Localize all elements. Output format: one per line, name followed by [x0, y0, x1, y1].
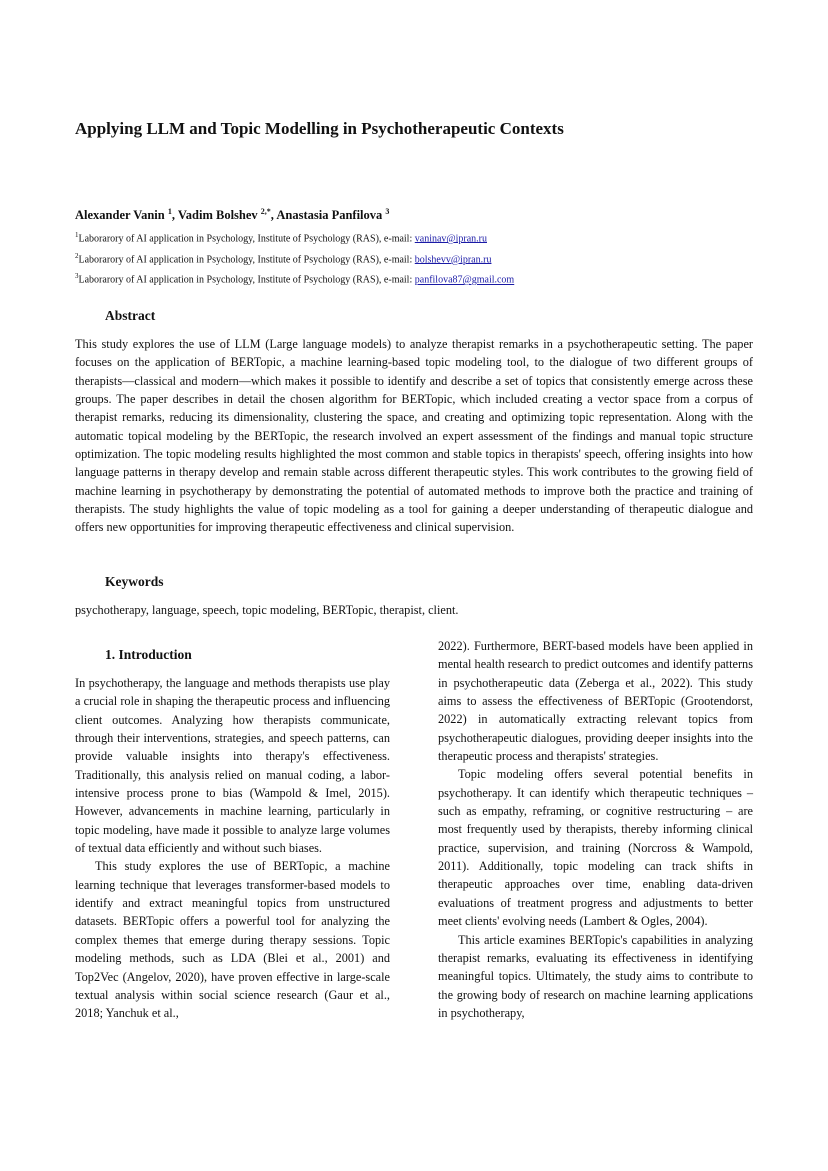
author: Vadim Bolshev $^{2,*}$,	[177, 207, 277, 223]
affiliation: $^2$Laborarory of AI application in Psychology, Institute of Psychology (RAS), e-mail: bolshevv@ipran.ru	[75, 251, 492, 265]
right-column	[438, 637, 753, 1022]
affiliation-list	[75, 227, 775, 289]
paragraph: This article examines BERTopic's capabilities in analyzing therapist remarks, evaluating its effectiveness in identifying meaningful topics. Ultimately, the study aims to contribute to the growing body of research on machine learning applications in psychotherapy,	[438, 932, 753, 1020]
paragraph: In psychotherapy, the language and methods therapists use play a crucial role in shaping the therapeutic process and influencing client outcomes. Analyzing how therapists communicate, through their interventions, strategies, and speech patterns, can provide valuable insights into therapy's effectiveness. Traditionally, this analysis relied on manual coding, a labor-intensive process prone to bias (Wampold & Imel, 2015). However, advancements in machine learning, particularly in topic modeling, have made it possible to analyze large volumes of textual data efficiently and without such biases.	[75, 676, 390, 856]
paragraph: Topic modeling offers several potential benefits in psychotherapy. It can identify which therapeutic techniques – such as empathy, reframing, or cognitive restructuring – are most frequently used by therapists, thereby informing clinical practice, supervision, and training (Norcross & Wampold, 2011). Additionally, topic modeling can track shifts in therapeutic approaches over time, enabling data-driven evaluations of treatment progress and adjustments to better meet clients' evolving needs (Lambert & Ogles, 2004).	[438, 767, 753, 929]
left-column	[75, 674, 390, 1023]
email-link[interactable]: panfilova87@gmail.com	[414, 274, 515, 286]
abstract-text: This study explores the use of LLM (Large language models) to analyze therapist remarks in a psychotherapeutic setting. The paper focuses on the application of BERTopic, a machine learning-based topic modeling tool, to the dialogue of two different groups of therapists—classical and modern—which makes it possible to identify and describe a set of topics that consistently emerge across these groups. The paper describes in detail the chosen algorithm for BERTopic, which included creating a vector space from a corpus of therapist remarks, reducing its dimensionality, clustering the space, and creating and optimizing topic representation. Along with the automatic topical modeling by the BERTopic, the research involved an expert assessment of the findings and manual topic structure optimization. The topic modeling results highlighted the most common and stable topics in therapists' speech, offering insights into how language patterns in therapy develop and remain stable across different therapeutic styles. This work contributes to the growing field of machine learning in psychotherapy by demonstrating the potential of automated methods to improve both the practice and training of therapists. The study highlights the value of topic modeling as a tool for gaining a deeper understanding of therapeutic dialogue and offers new opportunities for improving therapeutic effectiveness and clinical supervision.	[75, 337, 753, 535]
paragraph: 2022). Furthermore, BERT-based models have been applied in mental health research to predict outcomes and identify patterns in psychotherapeutic data (Zeberga et al., 2022). This study aims to assess the effectiveness of BERTopic (Grootendorst, 2022) in automatically extracting relevant topics from psychotherapeutic dialogues, providing deeper insights into the therapeutic process and therapists' strategies.	[438, 639, 753, 764]
introduction-heading: 1. Introduction	[105, 647, 192, 662]
email-link[interactable]: vaninav@ipran.ru	[414, 233, 487, 245]
author: Alexander Vanin $^1$,	[75, 207, 178, 223]
author-list	[75, 204, 765, 223]
paragraph: This study explores the use of BERTopic, a machine learning technique that leverages transformer-based models to identify and extract meaningful topics from unstructured datasets. BERTopic offers a powerful tool for analyzing the complex themes that emerge during therapy sessions. Topic modeling methods, such as LDA (Blei et al., 2001) and Top2Vec (Angelov, 2020), have proven effective in large-scale textual analysis within social science research (Gaur et al., 2018; Yanchuk et al.,	[75, 859, 390, 1021]
affiliation: $^1$Laborarory of AI application in Psychology, Institute of Psychology (RAS), e-mail: vaninav@ipran.ru	[75, 231, 487, 245]
email-link[interactable]: bolshevv@ipran.ru	[414, 253, 492, 265]
keywords-heading: Keywords	[105, 574, 164, 589]
author: Anastasia Panfilova $^3$	[276, 207, 390, 223]
abstract-heading: Abstract	[105, 308, 156, 323]
affiliation: $^3$Laborarory of AI application in Psychology, Institute of Psychology (RAS), e-mail: panfilova87@gmail.com	[75, 272, 515, 286]
paper-title: Applying LLM and Topic Modelling in Psychotherapeutic Contexts	[75, 119, 564, 138]
keywords-text: psychotherapy, language, speech, topic modeling, BERTopic, therapist, client.	[75, 603, 459, 617]
